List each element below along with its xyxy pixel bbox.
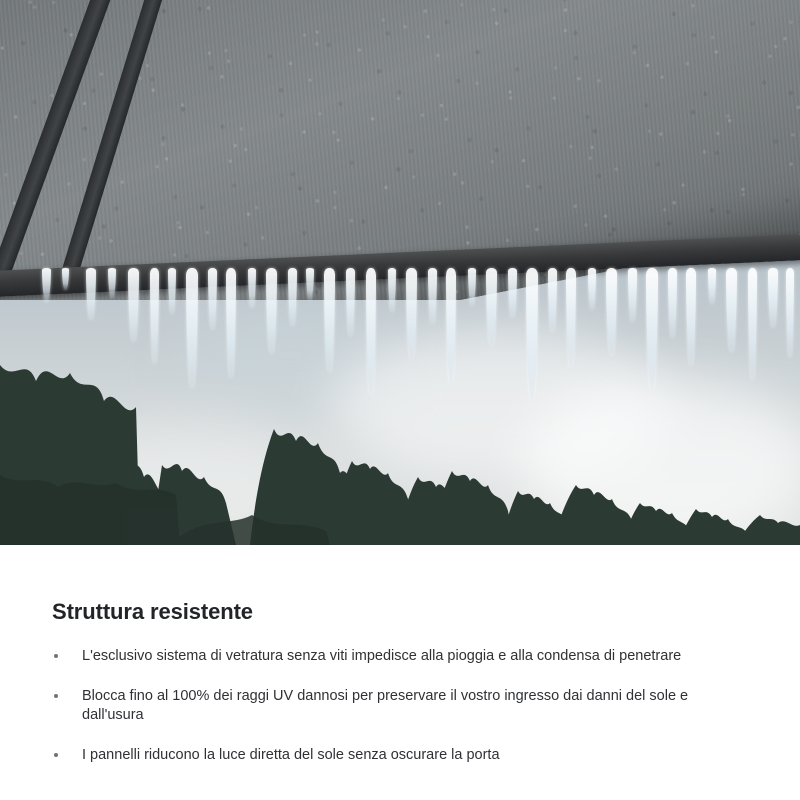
list-item [52,687,748,726]
list-item [52,647,748,667]
bullet-dot-icon [54,753,58,757]
feature-list [52,647,748,765]
bullet-dot-icon [54,654,58,658]
list-item [52,746,748,766]
bullet-dot-icon [54,694,58,698]
list-item-label: I pannelli riducono la luce diretta del sole senza oscurare la porta [82,746,500,763]
page-title: Struttura resistente [52,599,253,624]
feature-text-block [0,545,800,800]
list-item-label: L'esclusivo sistema di vetratura senza viti impedisce alla pioggia e alla condensa di penetrare [82,648,682,664]
list-item-label: Blocca fino al 100% dei raggi UV dannosi per preservare il vostro ingresso dai danni del sole e dall'usura [82,687,689,724]
treeline-silhouette [0,215,800,545]
